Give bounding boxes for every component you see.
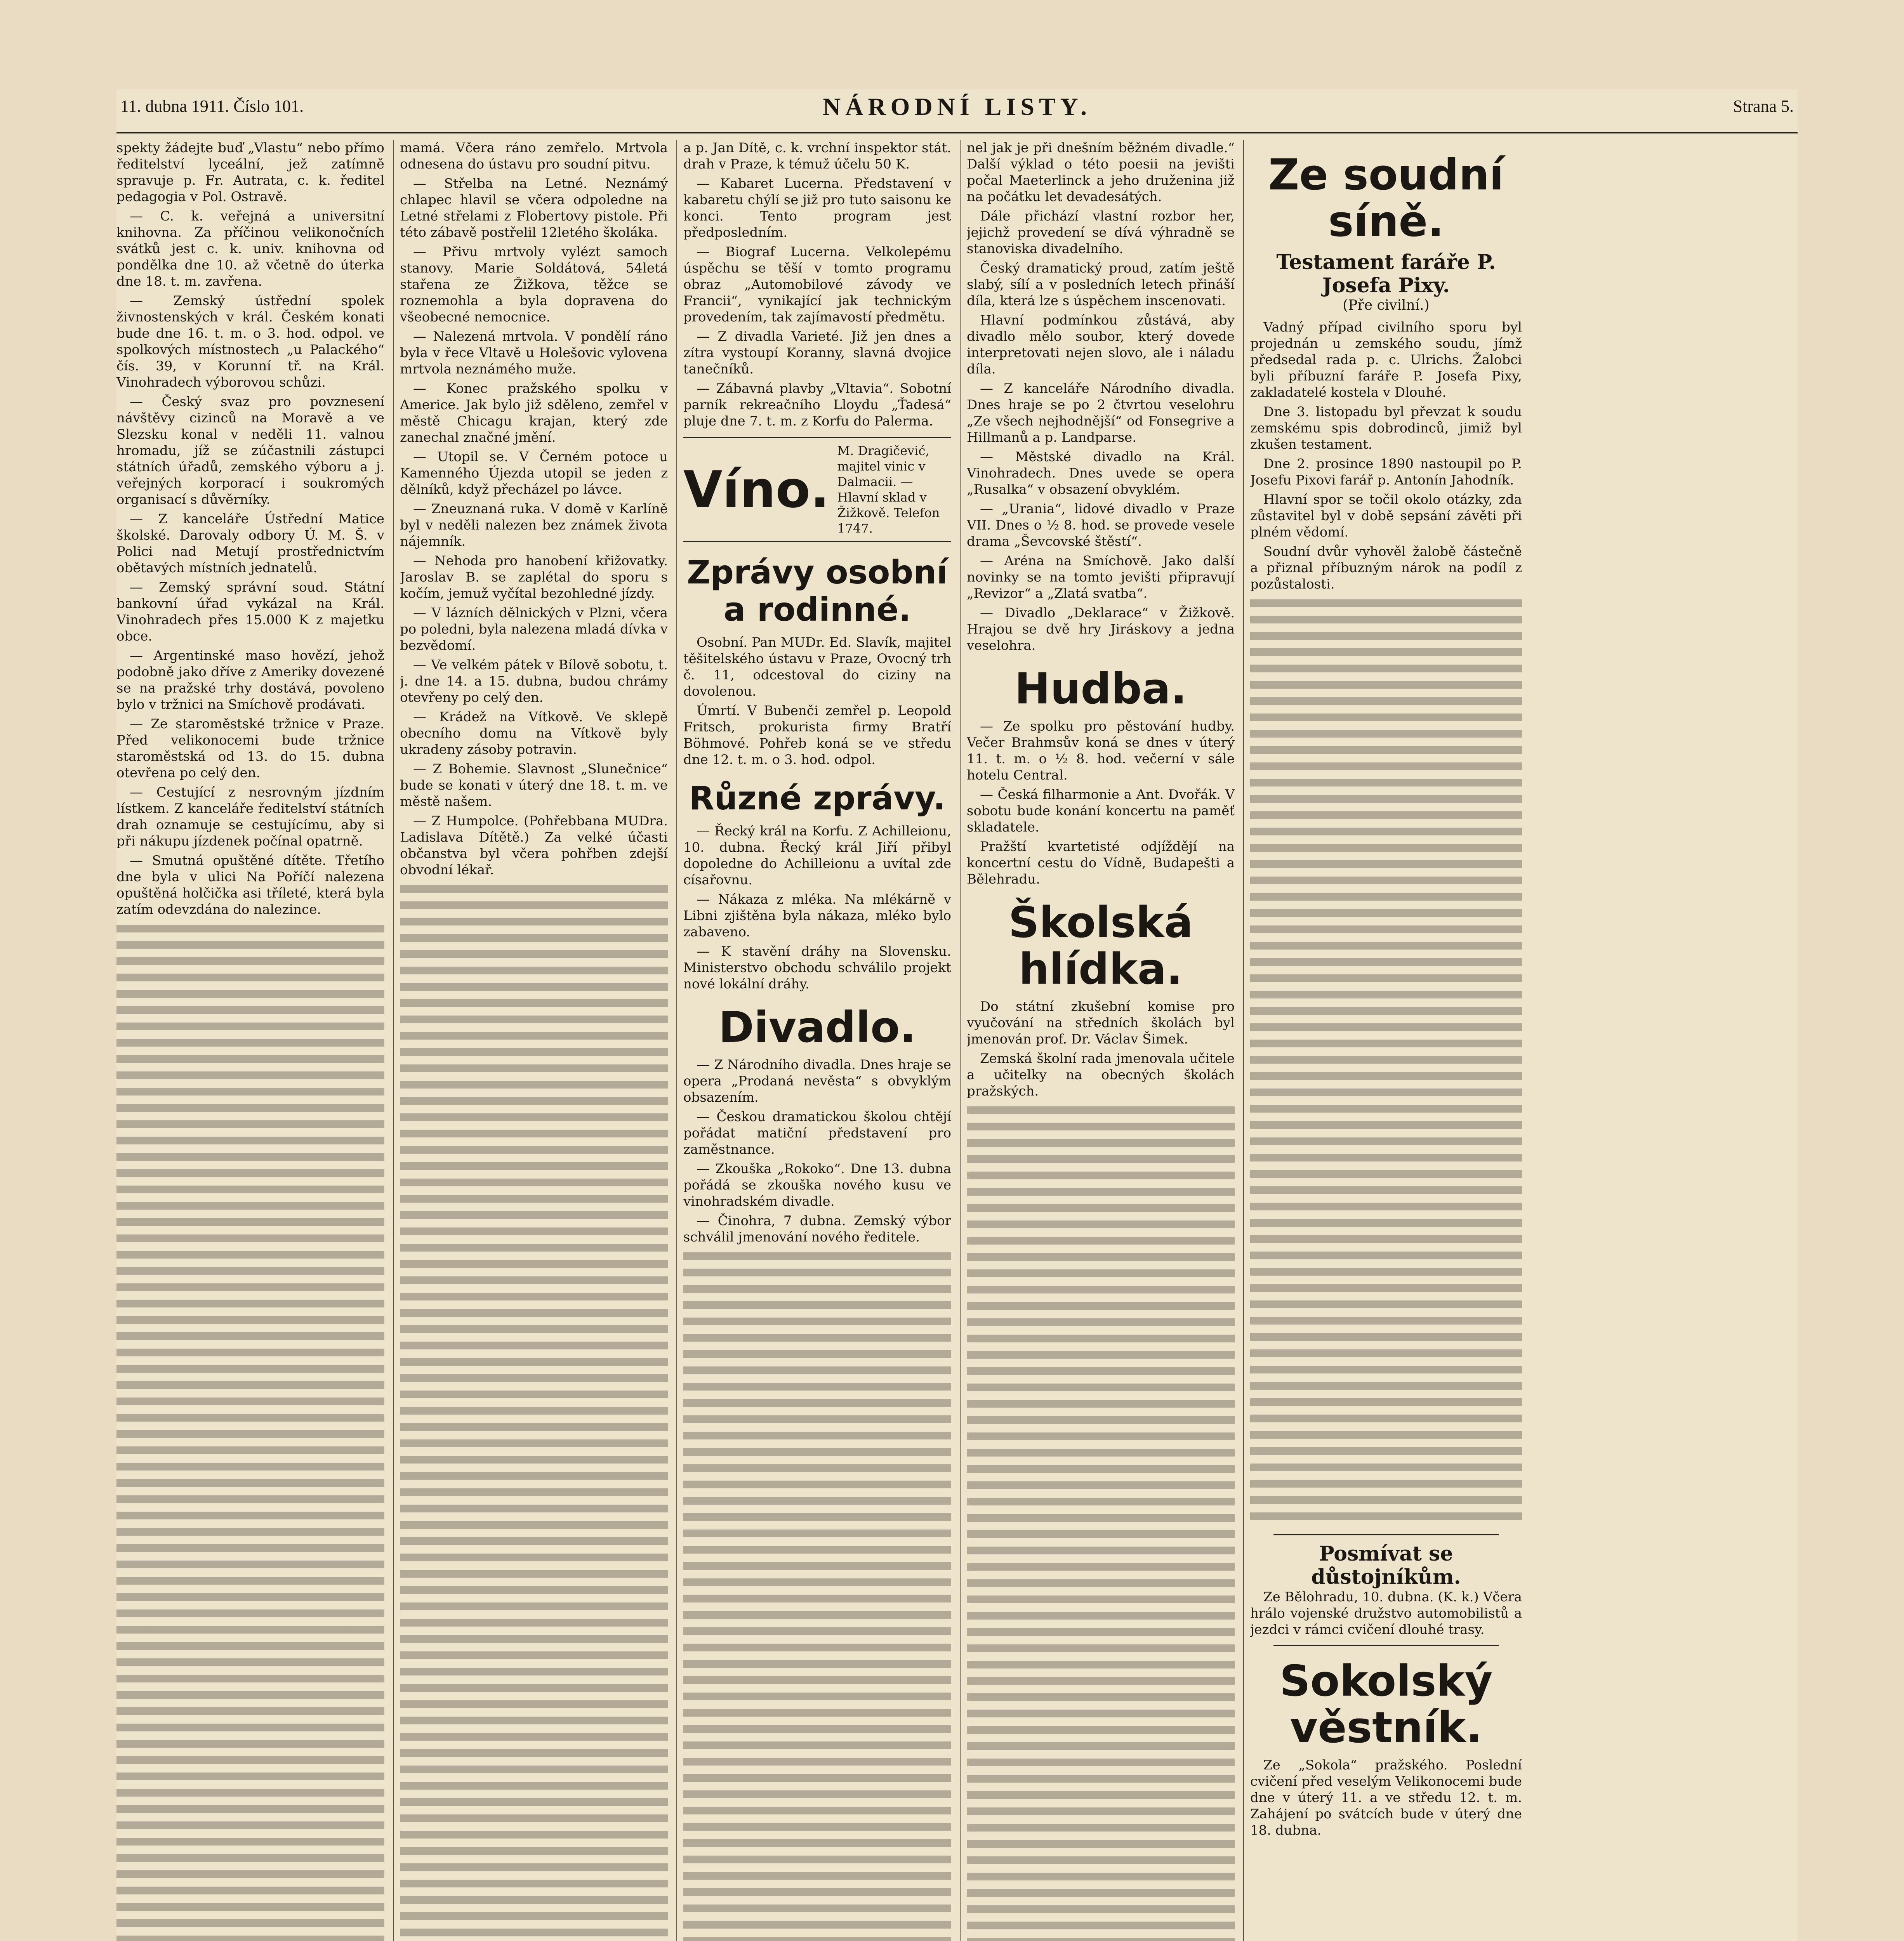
article: Hlavní spor se točil okolo otázky, zda zůstavitel byl v době sepsání závěti při plném vědomí. (1250, 492, 1522, 540)
article: Do státní zkušební komise pro vyučování na středních školách byl jmenován prof. Dr. Václav Šimek. (967, 999, 1235, 1047)
article: — Kabaret Lucerna. Představení v kabaretu chýlí se již pro tuto saisonu ke konci. Tento program jest předposledním. (683, 176, 951, 240)
section-heading-school-watch: Školská hlídka. (1008, 898, 1193, 994)
article: — Konec pražského spolku v Americe. Jak bylo již sděleno, zemřel v městě Chicagu krajan, který zde zanechal značné jmění. (400, 381, 668, 445)
section-heading-court: Ze soudní síně. (1268, 150, 1504, 246)
article: — Řecký král na Korfu. Z Achilleionu, 10. dubna. Řecký král Jiří přibyl dopoledne do Achilleionu a uvítal zde císařovnu. (683, 823, 951, 888)
divider (1273, 1534, 1499, 1535)
article: — Biograf Lucerna. Velkolepému úspěchu se těší v tomto programu obraz „Automobilové závody ve Francii“, vynikající jak technickým provedením, tak zajímavostí předmětu. (683, 244, 951, 325)
article: spekty žádejte buď „Vlastu“ nebo přímo ředitelství lyceální, jež zatímně spravuje p. Fr. Autrata, c. k. ředitel pedagogia v Pol. Ostravě. (116, 140, 384, 205)
article: — Z divadla Varieté. Již jen dnes a zítra vystoupí Koranny, slavná dvojice tanečníků. (683, 329, 951, 377)
wine-advertisement (683, 437, 951, 542)
article: — Aréna na Smíchově. Jako další novinky se na tomto jevišti připravují „Revizor“ a „Zlatá svatba“. (967, 553, 1235, 601)
article: — Český svaz pro povznesení návštěvy cizinců na Moravě a ve Slezsku konal v neděli 11. valnou hromadu, jíž se zúčastnili zástupci státních úřadů, zemského výboru a j. veřejných korporací i soukromých organisací s důvěrníky. (116, 394, 384, 507)
section-heading-theatre: Divadlo. (718, 1002, 916, 1052)
article: Český dramatický proud, zatím ještě slabý, sílí a v posledních letech přináší díla, která lze s úspěchem inscenovati. (967, 260, 1235, 309)
article: — Přivu mrtvoly vylézt samoch stanovy. Marie Soldátová, 54letá stařena ze Žižkova, těžce se roznemohla a byla dopravena do všeobecné nemocnice. (400, 244, 668, 325)
article: Úmrtí. V Bubenči zemřel p. Leopold Fritsch, prokurista firmy Bratří Böhmové. Pohřeb koná se ve středu dne 12. t. m. o 3. hod. odpol. (683, 703, 951, 767)
newspaper-page (116, 89, 1798, 1941)
issue-date: 11. dubna 1911. Číslo 101. (120, 97, 304, 116)
article: Dne 3. listopadu byl převzat k soudu zemskému spis dobrodinců, jimiž byl zkušen testament. (1250, 404, 1522, 452)
article: Pražští kvartetisté odjíždějí na koncertní cestu do Vídně, Budapešti a Bělehradu. (967, 839, 1235, 887)
divider (1273, 1645, 1499, 1646)
article: Ze „Sokola“ pražského. Poslední cvičení před veselým Velikonocemi bude dne v úterý 11. a ve středu 12. t. m. Zahájení po svátcích bude v úterý dne 18. dubna. (1250, 1757, 1522, 1838)
article: — Nehoda pro hanobení křižovatky. Jaroslav B. se zaplétal do sporu s kočím, jemuž vyčítal bezohledné jízdy. (400, 553, 668, 601)
article: — Utopil se. V Černém potoce u Kamenného Újezda utopil se jeden z dělníků, když přecházel po lávce. (400, 449, 668, 497)
article: — Smutná opuštěné dítěte. Třetího dne byla v ulici Na Poříčí nalezena opuštěná holčička asi tříleté, která byla zatím odevzdána do nalezince. (116, 853, 384, 917)
article: Osobní. Pan MUDr. Ed. Slavík, majitel těšitelského ústavu v Praze, Ovocný trh č. 11, odcestoval do ciziny na dovolenou. (683, 635, 951, 699)
article: Vadný případ civilního sporu byl projednán u zemského soudu, jímž předsedal rada p. c. Ulrichs. Žalobci byli příbuzní faráře P. Josefa Pixy, zakladatelé kostela v Dlouhé. (1250, 319, 1522, 400)
section-heading-misc-news: Různé zprávy. (689, 779, 946, 817)
article: Zemská školní rada jmenovala učitele a učitelky na obecných školách pražských. (967, 1051, 1235, 1099)
article: — Z kanceláře Národního divadla. Dnes hraje se po 2 čtvrtou veselohru „Ze všech nejhodnější“ od Fonsegrive a Hillmanů a p. Landparse. (967, 381, 1235, 445)
column-rule (1243, 140, 1244, 1941)
article: Dne 2. prosince 1890 nastoupil po P. Josefu Pixovi farář p. Antonín Jahodník. (1250, 456, 1522, 488)
article: a p. Jan Dítě, c. k. vrchní inspektor stát. drah v Praze, k témuž účelu 50 K. (683, 140, 951, 172)
article: Dále přichází vlastní rozbor her, jejichž provedení se dívá výhradně se stanoviska divadelního. (967, 208, 1235, 257)
page-header (116, 89, 1798, 134)
article: — Zemský ústřední spolek živnostenských v král. Českém konati bude dne 16. t. m. o 3. hod. odpol. ve spolkových místnostech „u Palackého“ čís. 39, v Korunní tř. na Král. Vinohradech výborovou schůzi. (116, 293, 384, 390)
article: — Zneuznaná ruka. V domě v Karlíně byl v neděli nalezen bez známek života nájemník. (400, 501, 668, 549)
article: — K stavění dráhy na Slovensku. Ministerstvo obchodu schválilo projekt nové lokální dráhy. (683, 944, 951, 992)
article: — „Urania“, lidové divadlo v Praze VII. Dnes o ½ 8. hod. se provede vesele drama „Ševcovské štěstí“. (967, 501, 1235, 549)
text-filler (967, 1102, 1235, 1941)
text-filler (116, 921, 384, 1941)
article: — C. k. veřejná a universitní knihovna. Za příčinou velikonočních svátků jest c. k. univ. knihovna od pondělka dne 10. až včetně do úterka dne 18. t. m. zavřena. (116, 208, 384, 289)
article: — Zábavná plavby „Vltavia“. Sobotní parník rekreačního Lloydu „Ťadesá“ pluje dne 7. t. m. z Korfu do Palerma. (683, 381, 951, 429)
article: — Argentinské maso hovězí, jehož podobně jako dříve z Ameriky dovezené se na pražské trhy dostává, povoleno bylo v tržnici na Smíchově prodávati. (116, 648, 384, 712)
article: nel jak je při dnešním běžném divadle.“ Další výklad o této poesii na jevišti počal Maeterlinck a jeho druženina již na počátku let devadesátých. (967, 140, 1235, 205)
column-rule (393, 140, 394, 1941)
article-title-officers: Posmívat se důstojníkům. (1311, 1542, 1461, 1589)
column-4 (967, 140, 1235, 1941)
column-2 (400, 140, 668, 1941)
article: — Městské divadlo na Král. Vinohradech. Dnes uvede se opera „Rusalka“ v obsazení obvyklém. (967, 449, 1235, 497)
column-rule (676, 140, 677, 1941)
article: Hlavní podmínkou zůstává, aby divadlo mělo soubor, který dovede interpretovati nejen slovo, ale i náladu díla. (967, 313, 1235, 377)
text-filler (400, 881, 668, 1941)
article: Soudní dvůr vyhověl žalobě částečně a přiznal příbuzným nárok na podíl z pozůstalosti. (1250, 544, 1522, 592)
article: — V lázních dělnických v Plzni, včera po poledni, byla nalezena mladá dívka v bezvědomí. (400, 605, 668, 653)
section-heading-personal-news: Zprávy osobní a rodinné. (686, 553, 948, 628)
article: — Z Humpolce. (Pohřebbana MUDra. Ladislava Dítětě.) Za velké účasti občanstva byl včera pohřben zdejší obvodní lékař. (400, 813, 668, 878)
article: — Činohra, 7 dubna. Zemský výbor schválil jmenování nového ředitele. (683, 1213, 951, 1245)
article: — Ve velkém pátek v Bílově sobotu, t. j. dne 14. a 15. dubna, budou chrámy otevřeny po celý den. (400, 657, 668, 705)
column-rule (960, 140, 961, 1941)
article: — Z kanceláře Ústřední Matice školské. Darovaly odbory Ú. M. Š. v Polici nad Metují prostřednictvím obětavých místních jednatelů. (116, 511, 384, 576)
article: — Zkouška „Rokoko“. Dne 13. dubna pořádá se zkouška nového kusu ve vinohradském divadle. (683, 1161, 951, 1209)
text-filler (683, 1248, 951, 1941)
article: — Ze staroměstské tržnice v Praze. Před velikonocemi bude tržnice staroměstská od 13. do 15. dubna otevřena po celý den. (116, 716, 384, 781)
article: — Z Národního divadla. Dnes hraje se opera „Prodaná nevěsta“ s obvyklým obsazením. (683, 1057, 951, 1105)
article: — Zemský správní soud. Státní bankovní úřad vykázal na Král. Vinohradech přes 15.000 K z majetku obce. (116, 580, 384, 644)
article: — Z Bohemie. Slavnost „Slunečnice“ bude se konati v úterý dne 18. t. m. ve městě našem. (400, 761, 668, 809)
page-number: Strana 5. (1733, 97, 1794, 116)
wine-ad-text: M. Dragičević, majitel vinic v Dalmacii. — Hlavní sklad v Žižkově. Telefon 1747. (837, 443, 940, 536)
article: — Nákaza z mléka. Na mlékárně v Libni zjištěna byla nákaza, mléko bylo zabaveno. (683, 892, 951, 940)
article: — Česká filharmonie a Ant. Dvořák. V sobotu bude konání koncertu na paměť skladatele. (967, 787, 1235, 835)
column-1 (116, 140, 384, 1941)
article: — Krádež na Vítkově. Ve sklepě obecního domu na Vítkově byly ukradeny zásoby potravin. (400, 709, 668, 757)
text-filler (1250, 595, 1522, 1527)
masthead: NÁRODNÍ LISTY. (823, 93, 1091, 120)
article: — Ze spolku pro pěstování hudby. Večer Brahmsův koná se dnes v úterý 11. t. m. o ½ 8. hod. večerní v sále hotelu Central. (967, 719, 1235, 783)
article: — Cestující z nesrovným jízdním lístkem. Z kanceláře ředitelství státních drah oznamuje se cestujícímu, aby si při nákupu jízdenek počínal opatrně. (116, 785, 384, 849)
article: Ze Bělohradu, 10. dubna. (K. k.) Včera hrálo vojenské družstvo automobilistů a jezdci v rámci cvičení dlouhé trasy. (1250, 1589, 1522, 1637)
section-heading-sokol: Sokolský věstník. (1279, 1656, 1493, 1752)
article-subtitle: (Pře civilní.) (1343, 297, 1430, 313)
article: — Nalezená mrtvola. V pondělí ráno byla v řece Vltavě u Holešovic vylovena mrtvola neznámého muže. (400, 329, 668, 377)
article: — Střelba na Letné. Neznámý chlapec hlavil se včera odpoledne na Letné střelami z Flobertovy pistole. Při této zábavě postřelil 12letého školáka. (400, 176, 668, 240)
column-5 (1250, 140, 1522, 1941)
wine-ad-title: Víno. (683, 460, 830, 519)
section-heading-music: Hudba. (1015, 664, 1187, 714)
article: — Divadlo „Deklarace“ v Žižkově. Hrajou se dvě hry Jiráskovy a jedna veselohra. (967, 605, 1235, 653)
column-3 (683, 140, 951, 1941)
columns (116, 140, 1798, 1941)
article: — Českou dramatickou školou chtějí pořádat matiční představení pro zaměstnance. (683, 1109, 951, 1157)
article: mamá. Včera ráno zemřelo. Mrtvola odnesena do ústavu pro soudní pitvu. (400, 140, 668, 172)
article-title-testament: Testament faráře P. Josefa Pixy. (1276, 250, 1496, 297)
